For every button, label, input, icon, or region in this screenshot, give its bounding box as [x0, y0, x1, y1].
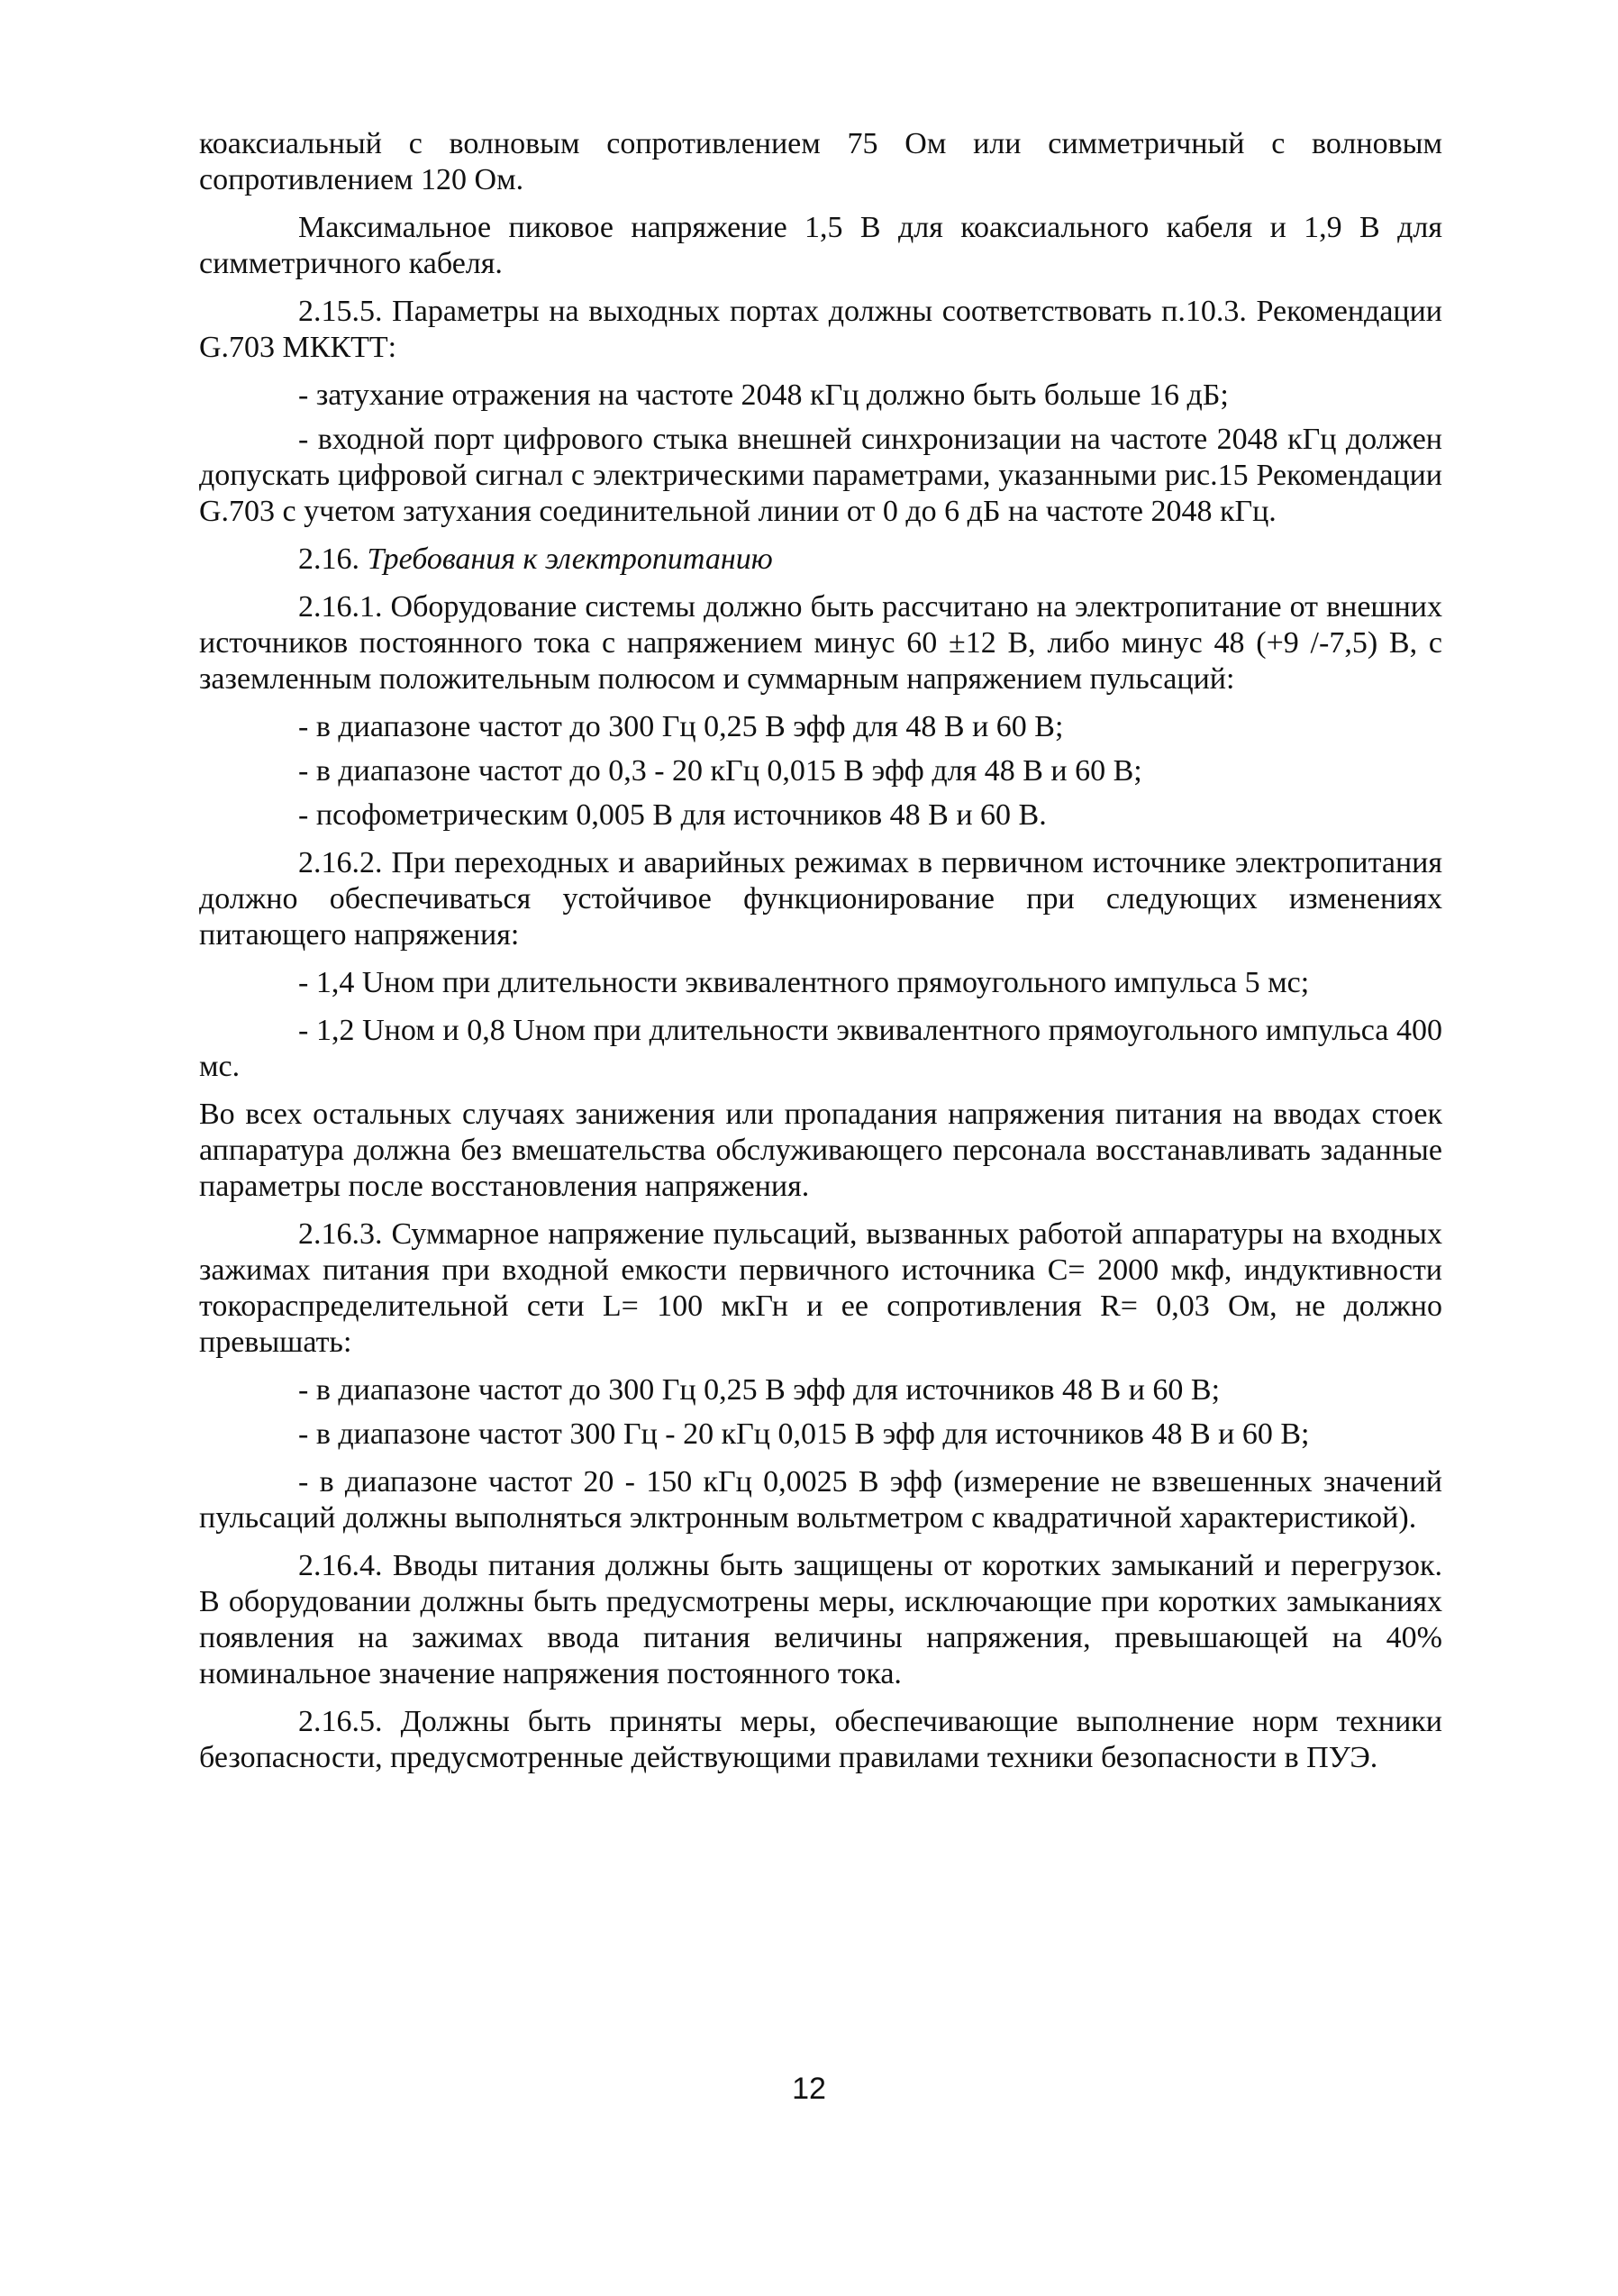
section-title: Требования к электропитанию	[367, 542, 773, 576]
section-number: 2.16.	[298, 542, 368, 576]
page-number: 12	[792, 2072, 826, 2106]
document-body	[199, 126, 1442, 1788]
list-item: - затухание отражения на частоте 2048 кГц должно быть больше 16 дБ;	[298, 378, 1229, 412]
paragraph: 2.16.4. Вводы питания должны быть защищены от коротких замыканий и перегрузок. В оборудовании должны быть предусмотрены меры, исключающие при коротких замыканиях появления на зажимах ввода питания величины напряжения, превышающей на 40% номинальное значение напряжения постоянного тока.	[199, 1549, 1442, 1690]
list-item: - 1,4 Uном при длительности эквивалентного прямоугольного импульса 5 мс;	[298, 966, 1310, 999]
paragraph: 2.16.2. При переходных и аварийных режимах в первичном источнике электропитания должно обеспечиваться устойчивое функционирование при следующих изменениях питающего напряжения:	[199, 846, 1442, 952]
paragraph: 2.16.1. Оборудование системы должно быть рассчитано на электропитание от внешних источников постоянного тока с напряжением минус 60 ±12 В, либо минус 48 (+9 /-7,5) В, с заземленным положительным полюсом и суммарным напряжением пульсаций:	[199, 590, 1442, 696]
paragraph: 2.16.3. Суммарное напряжение пульсаций, вызванных работой аппаратуры на входных зажимах питания при входной емкости первичного источника C= 2000 мкф, индуктивности токораспределительной сети L= 100 мкГн и ее сопротивления R= 0,03 Ом, не должно превышать:	[199, 1217, 1442, 1359]
section-heading	[199, 542, 1442, 578]
paragraph: Максимальное пиковое напряжение 1,5 В для коаксиального кабеля и 1,9 В для симметричного кабеля.	[199, 211, 1442, 280]
list-item: - входной порт цифрового стыка внешней синхронизации на частоте 2048 кГц должен допускать цифровой сигнал с электрическими параметрами, указанными рис.15 Рекомендации G.703 с учетом затухания соединительной линии от 0 до 6 дБ на частоте 2048 кГц.	[199, 423, 1442, 528]
list-item: - в диапазоне частот 300 Гц - 20 кГц 0,015 В эфф для источников 48 В и 60 В;	[298, 1417, 1310, 1451]
list-item: - 1,2 Uном и 0,8 Uном при длительности эквивалентного прямоугольного импульса 400 мс.	[199, 1014, 1442, 1083]
list-item: - в диапазоне частот 20 - 150 кГц 0,0025 В эфф (измерение не взвешенных значений пульсаций должны выполняться элктронным вольтметром с квадратичной характеристикой).	[199, 1465, 1442, 1535]
paragraph: 2.16.5. Должны быть приняты меры, обеспечивающие выполнение норм техники безопасности, предусмотренные действующими правилами техники безопасности в ПУЭ.	[199, 1705, 1442, 1774]
list-item: - в диапазоне частот до 300 Гц 0,25 В эфф для 48 В и 60 В;	[298, 710, 1064, 743]
paragraph: 2.15.5. Параметры на выходных портах должны соответствовать п.10.3. Рекомендации G.703 МККТТ:	[199, 295, 1442, 364]
list-item: - в диапазоне частот до 300 Гц 0,25 В эфф для источников 48 В и 60 В;	[298, 1373, 1221, 1407]
list-item: - в диапазоне частот до 0,3 - 20 кГц 0,015 В эфф для 48 В и 60 В;	[298, 754, 1142, 788]
paragraph: коаксиальный с волновым сопротивлением 75 Ом или симметричный с волновым сопротивлением 120 Ом.	[199, 127, 1442, 196]
list-item: - псофометрическим 0,005 В для источников 48 В и 60 В.	[298, 798, 1047, 832]
paragraph: Во всех остальных случаях занижения или пропадания напряжения питания на вводах стоек аппаратура должна без вмешательства обслуживающего персонала восстанавливать заданные параметры после восстановления напряжения.	[199, 1098, 1442, 1203]
